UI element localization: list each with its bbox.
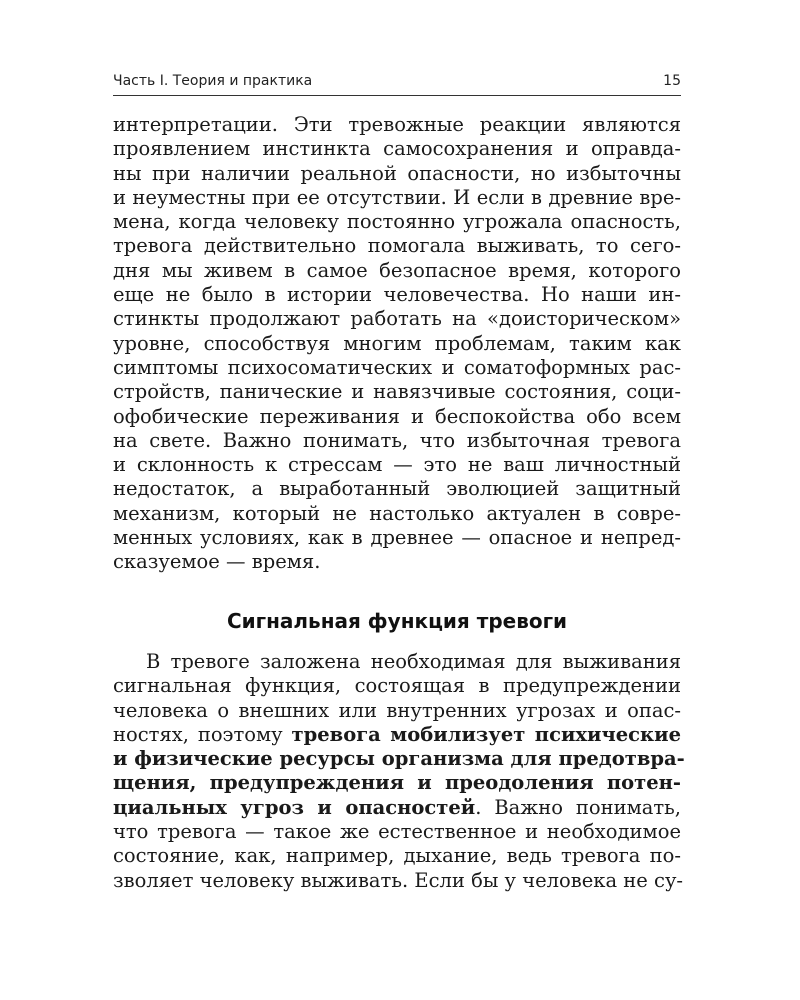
text-line: зволяет человеку выживать. Если бы у человека не су- [113,868,684,892]
text-line: сигнальная функция, состоящая в предупреждении [113,674,681,698]
text-line [113,747,685,771]
text-line: и склонность к стрессам — это не ваш личностный [113,453,681,477]
text-line: дня мы живем в самое безопасное время, которого [113,258,681,282]
bold-run: тревога мобилизует психические [291,722,682,746]
text-line [113,723,681,747]
text-line: симптомы психосоматических и соматоформных рас- [113,355,681,379]
bold-run: щения, предупреждения и преодоления потен- [113,771,681,795]
text-run: . Важно понимать, [475,795,681,819]
text-line [113,771,681,795]
text-line: ны при наличии реальной опасности, но избыточны [113,161,681,185]
text-line: стройств, панические и навязчивые состояния, соци- [113,380,681,404]
section-title: Часть I. Теория и практика [113,73,313,89]
text-line: что тревога — такое же естественное и необходимое [113,820,681,844]
bold-run: циальных угроз и опасностей [113,795,476,819]
text-line: офобические переживания и беспокойства обо всем [113,404,681,428]
running-head [113,73,681,89]
paragraph-signal-function [113,650,685,893]
text-line: человека о внешних или внутренних угрозах и опас- [113,698,681,722]
header-rule [113,95,681,96]
text-line: сказуемое — время. [113,550,321,574]
text-line: механизм, который не настолько актуален в совре- [113,501,681,525]
text-line: стинкты продолжают работать на «доисторическом» [113,307,681,331]
paragraph-continued [113,113,681,575]
text-line: мена, когда человеку постоянно угрожала опасность, [113,210,681,234]
text-line [113,796,681,820]
page-number: 15 [663,73,681,89]
text-run: ностях, поэтому [113,722,292,746]
text-line: состояние, как, например, дыхание, ведь тревога по- [113,844,681,868]
text-line: уровне, способствуя многим проблемам, таким как [113,331,681,355]
text-line: на свете. Важно понимать, что избыточная тревога [113,428,681,452]
text-line: проявлением инстинкта самосохранения и оправда- [113,137,681,161]
text-line: и неуместны при ее отсутствии. И если в древние вре- [113,185,681,209]
text-line: недостаток, а выработанный эволюцией защитный [113,477,681,501]
text-line: тревога действительно помогала выживать, то сего- [113,234,681,258]
text-line: В тревоге заложена необходимая для выживания [146,650,681,673]
section-heading: Сигнальная функция тревоги [226,609,568,633]
bold-run: и физические ресурсы организма для предотвра- [113,747,685,771]
text-line: интерпретации. Эти тревожные реакции являются [113,113,681,136]
text-line: еще не было в истории человечества. Но наши ин- [113,283,681,307]
text-line: менных условиях, как в древнее — опасное и непред- [113,526,681,550]
